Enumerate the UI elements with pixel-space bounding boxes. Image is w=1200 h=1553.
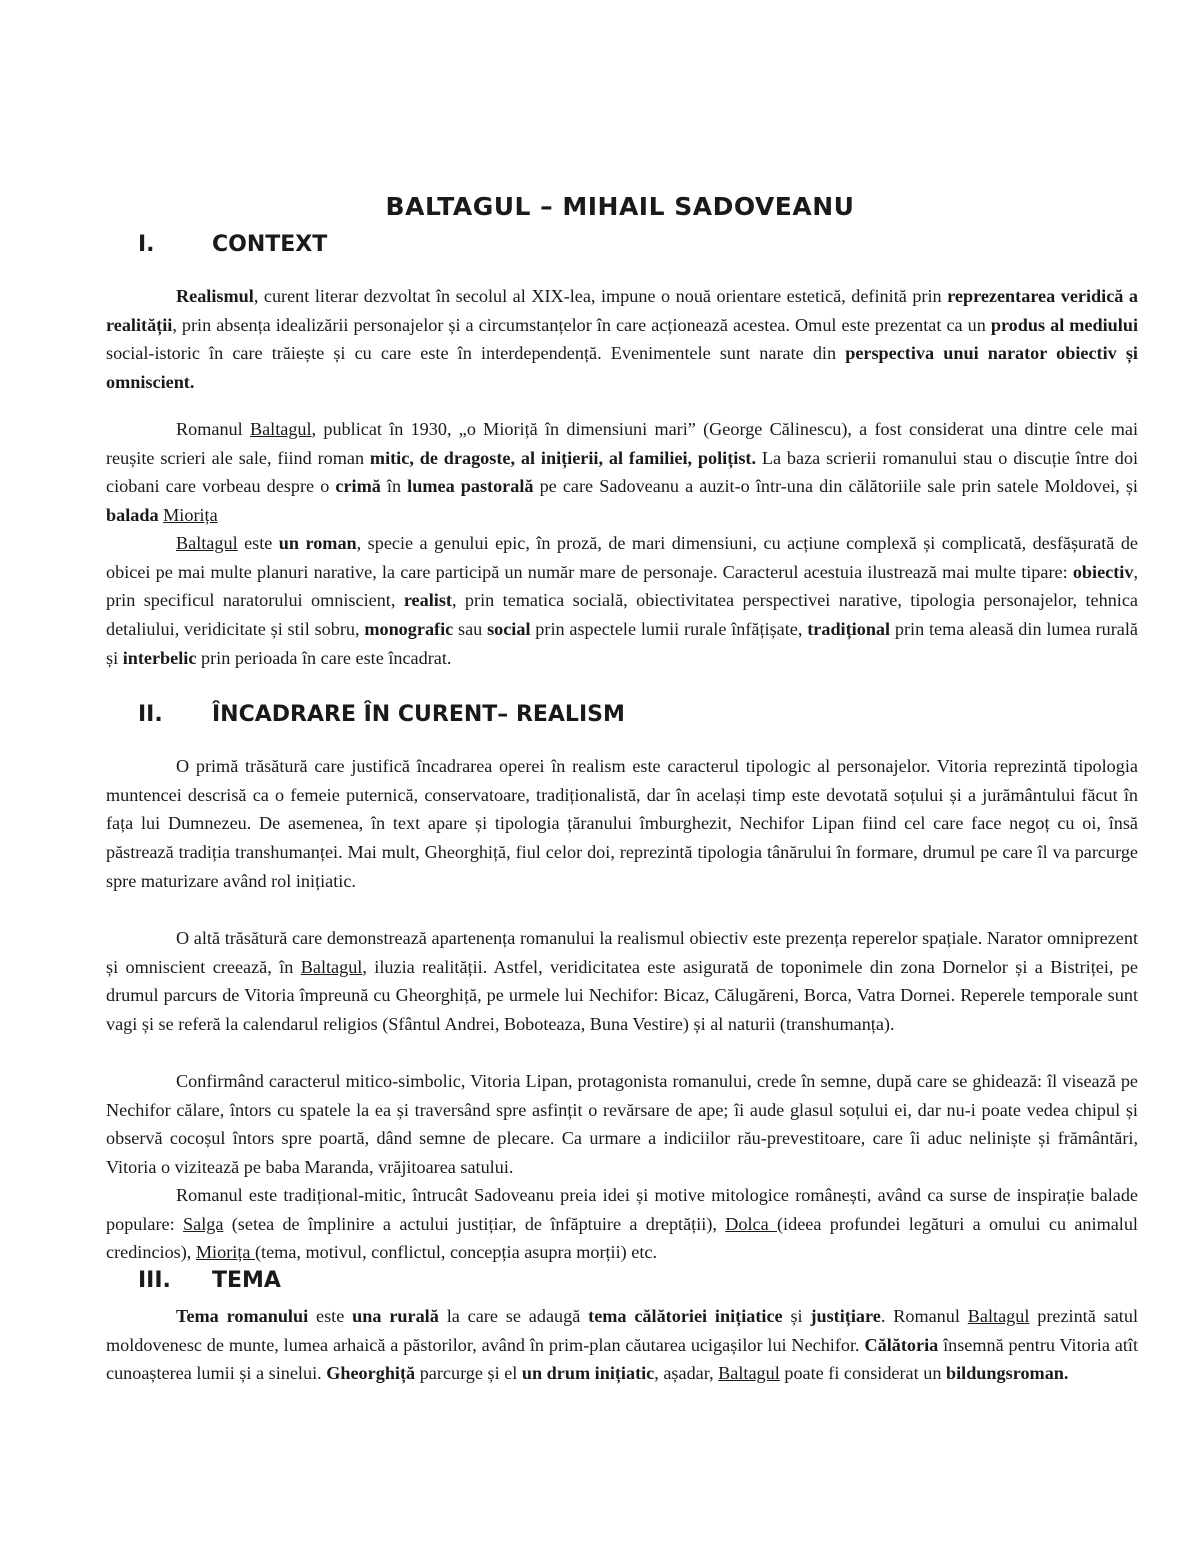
bold-term: interbelic (122, 647, 197, 668)
text-span: prezintă satul moldovenesc de munte, lumea arhaică a păstorilor, având în prim-plan căutarea ucigașilor lui Nechifor. (106, 1306, 1139, 1355)
bold-term: Realismul (176, 286, 254, 306)
bold-term: balada (106, 505, 159, 526)
section-heading-realism (138, 702, 625, 727)
paragraph-character-typology: O primă trăsătură care justifică încadrarea operei în realism este caracterul tipologic al personajelor. Vitoria reprezintă tipologia muntencei descrisă ca o femeie puternică, conservatoare, tradiționalistă, dar în același timp este devotată soțului și a jurământului făcut în fața lui Dumnezeu. De asemenea, în text apare și tipologia țăranului îmburghezit, Nechifor Lipan fiind cel care face negoț cu oi, însă păstrează tradiția transhumanței. Mai mult, Gheorghiță, fiul celor doi, reprezintă tipologia tânărului în formare, drumul pe care îl va parcurge spre maturizare având rol inițiatic. (106, 756, 1138, 891)
text-span: prin perioada în care este încadrat. (196, 647, 452, 668)
bold-term: al inițierii (520, 447, 599, 468)
bold-term: un drum inițiatic (521, 1363, 655, 1384)
bold-term: Gheorghiță (326, 1363, 416, 1384)
paragraph-mythic-sources (106, 1181, 1138, 1267)
underlined-title: Miorița (163, 505, 218, 526)
text-span: social-istoric în care trăiește și cu care este în interdependență. Evenimentele sunt narate din (106, 343, 846, 364)
text-span: . Romanul (880, 1306, 968, 1326)
underlined-title: Miorița (195, 1242, 255, 1263)
bold-term: , (510, 447, 521, 468)
text-span: , așadar, (654, 1363, 719, 1384)
section-number: III. (138, 1268, 171, 1293)
text-span: însemnă pentru Vitoria atît cunoașterea lumii și a sinelui. (106, 1334, 1139, 1384)
text-span: la care se adaugă (438, 1306, 589, 1326)
bold-term: , (409, 447, 420, 468)
text-span: , curent literar dezvoltat în secolul al XIX-lea, impune o nouă orientare estetică, definită prin (253, 286, 948, 306)
paragraph-novel-genre (106, 529, 1138, 673)
underlined-title: Baltagul (967, 1306, 1030, 1326)
text-span: poate fi considerat un (779, 1363, 946, 1384)
section-title: ÎNCADRARE ÎN CURENT– REALISM (212, 702, 625, 727)
text-span: Romanul este tradițional-mitic, întrucât Sadoveanu preia idei și motive mitologice românești, având ca surse de inspirație balade populare: (106, 1185, 1138, 1234)
section-heading-theme (138, 1268, 281, 1293)
bold-term: de dragoste (419, 447, 511, 468)
bold-term: , (598, 447, 609, 468)
bold-term: reprezentarea veridică a realității (106, 286, 1138, 335)
paragraph-novel-context (106, 415, 1138, 530)
text-span: Romanul (176, 419, 250, 439)
text-span: pe care Sadoveanu a auzit-o într-una din călătoriile sale prin satele Moldovei, și (533, 476, 1138, 497)
underlined-title: Baltagul (249, 419, 312, 439)
bold-term: produs al mediului (990, 314, 1138, 335)
bold-term: perspectiva unui narator obiectiv și omniscient. (106, 343, 1138, 393)
bold-term: obiectiv (1072, 561, 1134, 582)
text-span: prin tema aleasă din lumea rurală și (106, 619, 1138, 668)
text-span: parcurge și el (415, 1363, 522, 1384)
bold-term: Călătoria (864, 1334, 939, 1355)
bold-term: tema călătoriei inițiatice (588, 1306, 783, 1326)
bold-term: Tema romanului (176, 1306, 309, 1326)
bold-term: lumea pastorală (407, 476, 534, 497)
text-span: , publicat în 1930, „o Mioriță în dimensiuni mari” (George Călinescu), a fost considerat una dintre cele mai reușite scrieri ale sale, fiind roman (106, 419, 1138, 468)
paragraph-realism-definition (106, 282, 1138, 397)
text-span: este (308, 1306, 353, 1326)
section-title: CONTEXT (212, 232, 328, 257)
bold-term: un roman (278, 533, 357, 553)
bold-term: una rurală (352, 1306, 439, 1326)
text-span: , prin absența idealizării personajelor și a circumstanțelor în care acționează acestea. Omul este prezentat ca un (172, 314, 991, 335)
bold-term: mitic (369, 447, 410, 468)
text-span: O altă trăsătură care demonstrează apartenența romanului la realismul obiectiv este prezența reperelor spațiale. Narator omniprezent și omniscient creează, în (106, 928, 1138, 977)
text-span: prin aspectele lumii rurale înfățișate, (530, 619, 808, 640)
underlined-title: Baltagul (300, 956, 363, 977)
paragraph-theme (106, 1302, 1138, 1388)
text-span: în (380, 476, 408, 497)
text-span: (tema, motivul, conflictul, concepția asupra morții) etc. (255, 1242, 658, 1263)
underlined-title: Baltagul (718, 1363, 780, 1384)
document-title: BALTAGUL – MIHAIL SADOVEANU (385, 192, 855, 221)
section-heading-context (138, 232, 327, 257)
section-number: I. (138, 232, 155, 257)
bold-term: justițiare (810, 1306, 881, 1326)
bold-term: crimă (335, 476, 381, 497)
bold-term: social (487, 619, 531, 640)
text-span: este (237, 533, 279, 553)
section-number: II. (138, 702, 163, 727)
bold-term: monografic (364, 619, 454, 640)
bold-term: . (751, 447, 757, 468)
text-span: , prin specificul naratorului omniscient, (106, 561, 1138, 611)
text-span: La baza scrierii romanului stau o discuție între doi ciobani care vorbeau despre o (106, 447, 1139, 497)
text-span: și (782, 1306, 811, 1326)
bold-term: realist (403, 590, 452, 611)
underlined-title: Dolca (725, 1213, 777, 1234)
bold-term: polițist (697, 447, 752, 468)
paragraph-spatial-references (106, 924, 1138, 1039)
text-span: (setea de împlinire a actului justițiar, de înfăptuire a dreptății), (223, 1213, 726, 1234)
text-span: , specie a genului epic, în proză, de mari dimensiuni, cu acțiune complexă și complicată, desfășurată de obicei pe mai multe planuri narative, la care participă un număr mare de personaje. Caracterul acestuia ilustrează mai multe tipare: (106, 533, 1138, 582)
text-span: , iluzia realității. Astfel, veridicitatea este asigurată de toponimele din zona Dornelor și a Bistriței, pe drumul parcurs de Vitoria împreună cu Gheorghiță, pe urmele lui Nechifor: Bicaz, Călugăreni, Borca, Vatra Dornei. Reperele temporale sunt vagi și se referă la calendarul religios (Sfântul Andrei, Boboteaza, Buna Vestire) și al naturii (transhumanța). (106, 956, 1138, 1035)
underlined-title: Salga (183, 1213, 224, 1234)
section-title: TEMA (212, 1268, 281, 1293)
text-span: , prin tematica socială, obiectivitatea perspectivei narative, tipologia personajelor, tehnica detaliului, veridicitate și stil sobru, (106, 590, 1138, 640)
text-span: (ideea profundei legături a omului cu animalul credincios), (106, 1213, 1138, 1263)
bold-term: tradițional (807, 619, 891, 640)
text-span: sau (453, 619, 488, 640)
bold-term: al familiei (608, 447, 688, 468)
underlined-title: Baltagul (176, 533, 238, 553)
paragraph-mythic-signs: Confirmând caracterul mitico-simbolic, Vitoria Lipan, protagonista romanului, crede în semne, după care se ghidează: îl visează pe Nechifor călare, întors cu spatele la ea și traversând spre asfințit o revărsare de ape; îi aude glasul soțului ei, dar nu-i poate vedea chipul și observă cocoșul întors spre poartă, dând semne de plecare. Ca urmare a indiciilor rău-prevestitoare, care îi aduc neliniște și frământări, Vitoria o vizitează pe baba Maranda, vrăjitoarea satului. (106, 1071, 1138, 1178)
bold-term: bildungsroman. (945, 1363, 1069, 1384)
bold-term: , (687, 447, 698, 468)
